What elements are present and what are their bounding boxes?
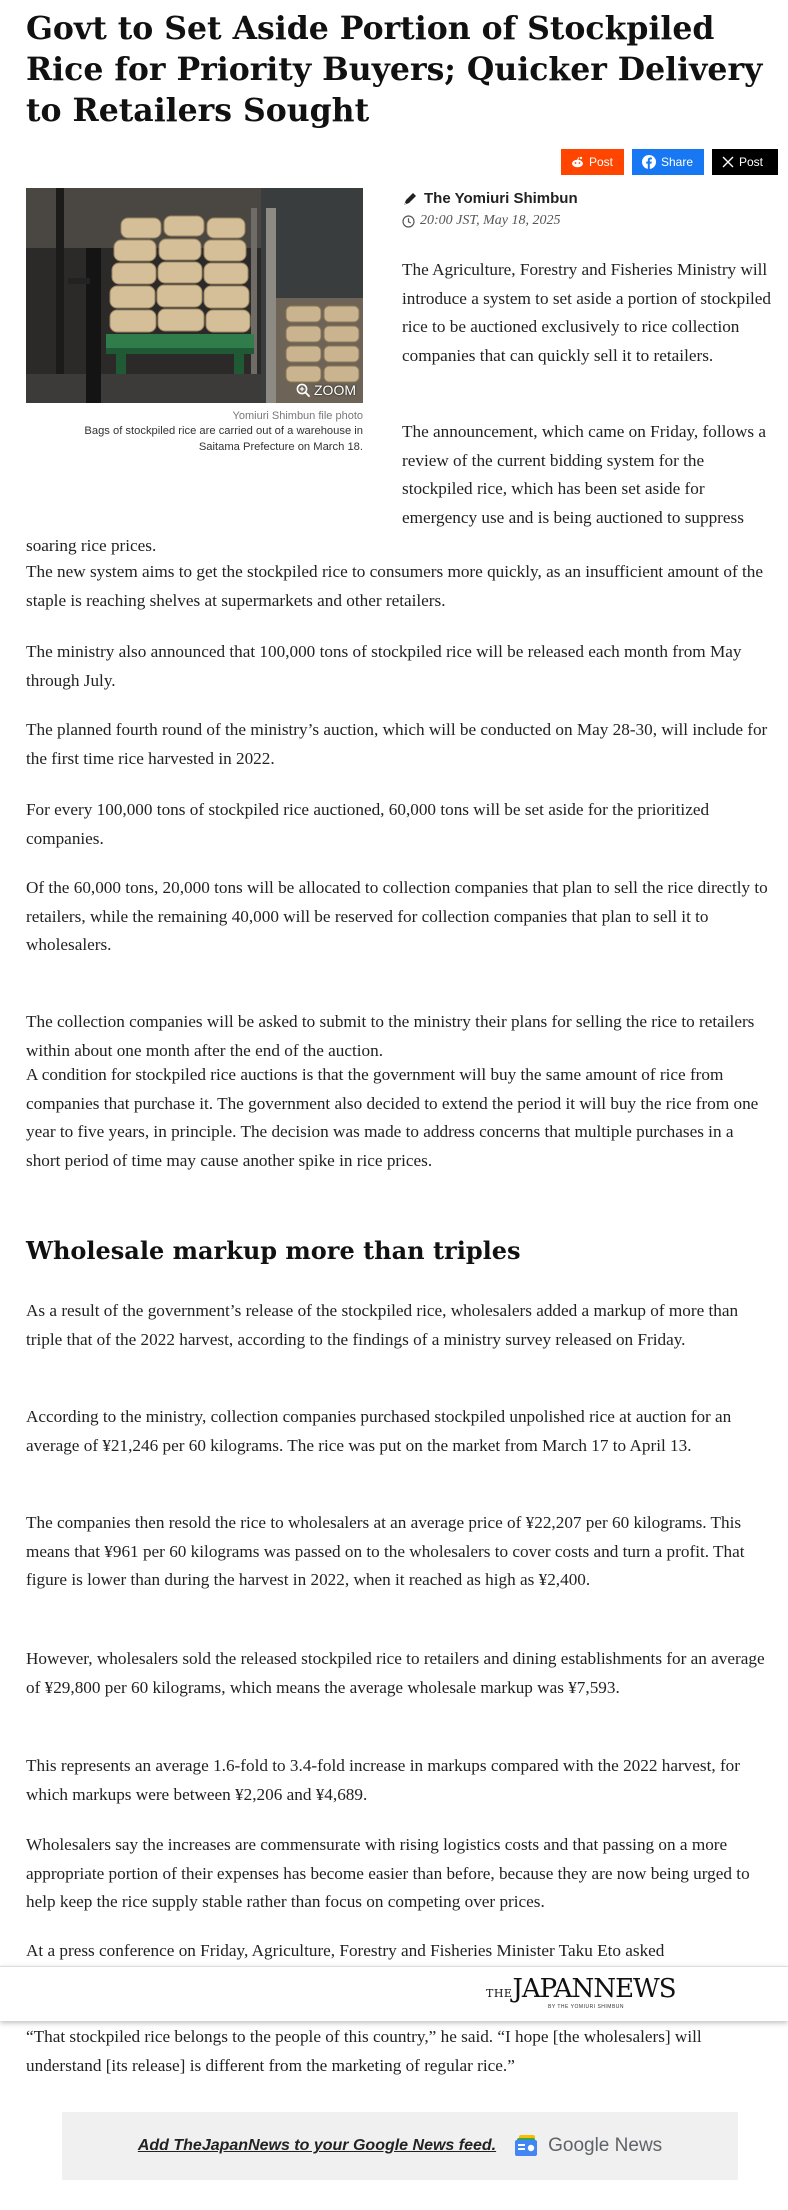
author-name: The Yomiuri Shimbun [424, 190, 578, 207]
japan-news-logo[interactable] [486, 1974, 676, 2015]
photo-caption: Bags of stockpiled rice are carried out of a warehouse in Saitama Prefecture on March 18. [84, 425, 363, 453]
photo-credit: Yomiuri Shimbun file photo [232, 410, 363, 422]
zoom-label: ZOOM [314, 382, 356, 398]
share-bar [561, 149, 778, 175]
article-paragraph: This represents an average 1.6-fold to 3.4-fold increase in markups compared with the 2022 harvest, for which markups were between ¥2,206 and ¥4,689. [26, 1756, 741, 1804]
google-news-cta[interactable]: Add TheJapanNews to your Google News feed. [137, 2137, 497, 2154]
article-paragraph: The ministry also announced that 100,000 tons of stockpiled rice will be released each month from May through July. [26, 642, 742, 690]
article-paragraph: Wholesalers say the increases are commensurate with rising logistics costs and that passing on a more appropriate portion of their expenses has become easier than before, because they are now being urged to help keep the rice supply stable rather than focus on competing over prices. [26, 1835, 750, 1912]
facebook-share-label: Share [661, 155, 694, 169]
rice-bags-photo [26, 188, 363, 403]
author[interactable] [402, 188, 762, 210]
pen-icon [402, 191, 418, 207]
x-post-button[interactable] [712, 149, 778, 175]
logo-subtitle: BY THE YOMIURI SHIMBUN [548, 2004, 625, 2010]
google-news-logo [514, 2134, 662, 2158]
article-paragraph-text: The announcement, which came on Friday, follows a review of the current bidding system for the stockpiled rice, which has been set aside for emergency use and is being auctioned to suppress soaring rice prices. [26, 422, 767, 556]
reddit-post-label: Post [589, 155, 614, 169]
article-paragraph: The companies then resold the rice to wholesalers at an average price of ¥22,207 per 60 kilograms. This means that ¥961 per 60 kilograms was passed on to the wholesalers to cover costs and turn a profit. That figure is lower than during the harvest in 2022, when it reached as high as ¥2,400. [26, 1513, 745, 1590]
facebook-share-button[interactable] [632, 149, 704, 175]
article-headline: Govt to Set Aside Portion of Stockpiled Rice for Priority Buyers; Quicker Delivery to Retailers Sought [26, 10, 763, 129]
article-paragraph: The new system aims to get the stockpiled rice to consumers more quickly, as an insufficient amount of the staple is reaching shelves at supermarkets and other retailers. [26, 562, 763, 610]
zoom-icon [296, 383, 311, 398]
sticky-header [0, 1966, 788, 2021]
reddit-post-button[interactable] [561, 149, 624, 175]
google-news-follow-banner[interactable] [62, 2112, 738, 2180]
article-figure [26, 188, 363, 455]
article-paragraph: According to the ministry, collection companies purchased stockpiled unpolished rice at auction for an average of ¥21,246 per 60 kilograms. The rice was put on the market from March 17 to April 13. [26, 1407, 732, 1455]
byline [402, 188, 762, 230]
article-photo[interactable] [26, 188, 363, 403]
google-news-brand: Google News [548, 2135, 663, 2156]
article-paragraph: However, wholesalers sold the released stockpiled rice to retailers and dining establishments for an average of ¥29,800 per 60 kilograms, which means the average wholesale markup was ¥7,593. [26, 1649, 765, 1697]
logo-news: NEWS [593, 1974, 676, 2004]
clock-icon [402, 215, 415, 228]
facebook-icon [642, 155, 656, 169]
dateline [402, 212, 762, 230]
article-paragraph: A condition for stockpiled rice auctions is that the government will buy the same amount of rice from companies that purchase it. The government also decided to extend the period it will buy the rice from one year to five years, in principle. The decision was made to address concerns that multiple purchases in a short period of time may cause another spike in rice prices. [26, 1065, 759, 1170]
x-post-label: Post [739, 155, 764, 169]
x-icon [722, 156, 734, 168]
article-paragraph: The Agriculture, Forestry and Fisheries Ministry will introduce a system to set aside a portion of stockpiled rice to be auctioned exclusively to rice collection companies that can quickly sell it to retailers. [402, 260, 771, 365]
google-news-icon [514, 2134, 540, 2158]
article-paragraph: The collection companies will be asked to submit to the ministry their plans for selling the rice to retailers within about one month after the end of the auction. [26, 1012, 755, 1060]
logo-the: THE [486, 1987, 513, 2000]
section-subhead: Wholesale markup more than triples [26, 1236, 521, 1265]
article-paragraph: The planned fourth round of the ministry’s auction, which will be conducted on May 28-30, will include for the first time rice harvested in 2022. [26, 720, 768, 768]
article-paragraph: At a press conference on Friday, Agriculture, Forestry and Fisheries Minister Taku Eto asked [26, 1941, 665, 1960]
article-paragraph [26, 418, 771, 561]
article-paragraph: As a result of the government’s release of the stockpiled rice, wholesalers added a markup of more than triple that of the 2022 harvest, according to the findings of a ministry survey released on Friday. [26, 1301, 739, 1349]
float-wrap-spacer [26, 418, 402, 504]
timestamp: 20:00 JST, May 18, 2025 [420, 213, 561, 228]
article-paragraph: “That stockpiled rice belongs to the people of this country,” he said. “I hope [the wholesalers] will understand [its release] is different from the marketing of regular rice.” [26, 2027, 702, 2075]
zoom-button[interactable] [296, 382, 356, 398]
article-paragraph: Of the 60,000 tons, 20,000 tons will be allocated to collection companies that plan to sell the rice directly to retailers, while the remaining 40,000 will be reserved for collection companies that plan to sell it to wholesalers. [26, 878, 768, 955]
reddit-icon [571, 156, 584, 168]
logo-japan: JAPAN [512, 1974, 594, 2004]
article-paragraph: For every 100,000 tons of stockpiled rice auctioned, 60,000 tons will be set aside for the prioritized companies. [26, 800, 710, 848]
